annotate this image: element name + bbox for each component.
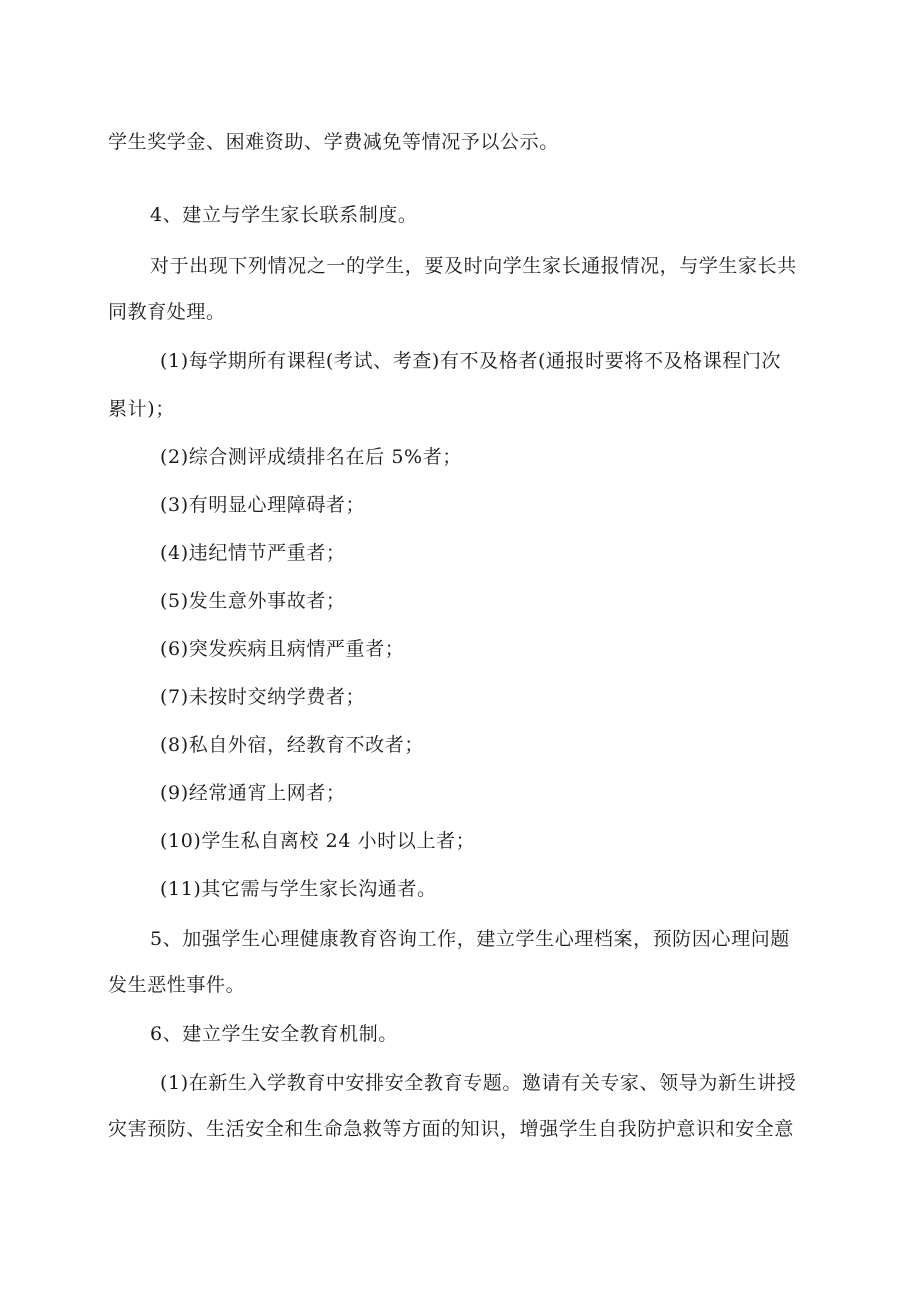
heading-item-4: 4、建立与学生家长联系制度。 xyxy=(150,204,418,226)
list-item-5: (5)发生意外事故者； xyxy=(160,590,346,612)
list-item-3: (3)有明显心理障碍者； xyxy=(160,494,366,516)
list-item-11: (11)其它需与学生家长沟通者。 xyxy=(160,878,437,900)
list-item-7: (7)未按时交纳学费者； xyxy=(160,686,366,708)
list-item-6-1-cont: 灾害预防、生活安全和生命急救等方面的知识，增强学生自我防护意识和安全意 xyxy=(108,1118,795,1140)
list-item-2: (2)综合测评成绩排名在后 5%者； xyxy=(160,446,462,468)
heading-item-6: 6、建立学生安全教育机制。 xyxy=(150,1023,398,1045)
list-item-6: (6)突发疾病且病情严重者； xyxy=(160,638,405,660)
list-item-1: (1)每学期所有课程(考试、考查)有不及格者(通报时要将不及格课程门次 xyxy=(160,350,782,372)
text-line-1: 学生奖学金、困难资助、学费减免等情况予以公示。 xyxy=(108,131,559,153)
text-line-18: 发生恶性事件。 xyxy=(108,974,246,996)
list-item-9: (9)经常通宵上网者； xyxy=(160,782,346,804)
list-item-4: (4)违纪情节严重者； xyxy=(160,542,346,564)
list-item-10: (10)学生私自离校 24 小时以上者； xyxy=(160,830,476,852)
list-item-8: (8)私自外宿，经教育不改者； xyxy=(160,734,424,756)
list-item-1-cont: 累计)； xyxy=(108,398,175,420)
text-line-3: 对于出现下列情况之一的学生，要及时向学生家长通报情况，与学生家长共 xyxy=(150,255,797,277)
heading-item-5: 5、加强学生心理健康教育咨询工作，建立学生心理档案，预防因心理问题 xyxy=(150,928,790,950)
text-line-4: 同教育处理。 xyxy=(108,301,226,323)
list-item-6-1: (1)在新生入学教育中安排安全教育专题。邀请有关专家、领导为新生讲授 xyxy=(160,1072,797,1094)
